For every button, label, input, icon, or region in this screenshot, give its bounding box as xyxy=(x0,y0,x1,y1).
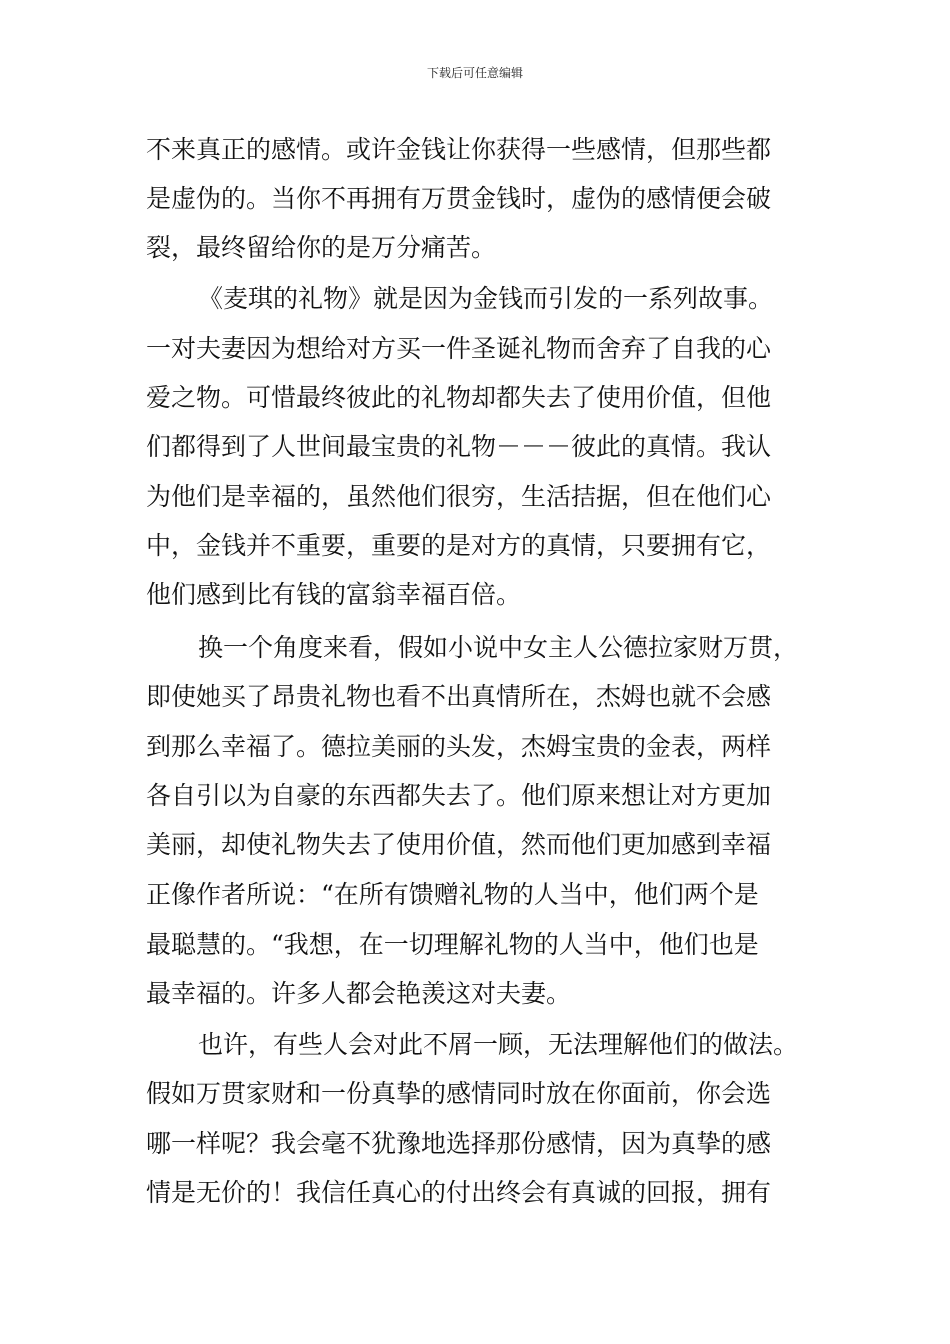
text-line: 一对夫妻因为想给对方买一件圣诞礼物而舍弃了自我的心 xyxy=(146,334,772,363)
text-line: 最幸福的。许多人都会艳羡这对夫妻。 xyxy=(146,979,572,1008)
text-line: 即使她买了昂贵礼物也看不出真情所在，杰姆也就不会感 xyxy=(146,682,772,711)
text-line: 不来真正的感情。或许金钱让你获得一些感情，但那些都 xyxy=(146,135,772,164)
page-header: 下载后可任意编辑 xyxy=(426,66,523,80)
text-line: 为他们是幸福的，虽然他们很穷，生活拮据，但在他们心 xyxy=(146,482,772,511)
text-line: 情是无价的！我信任真心的付出终会有真诚的回报，拥有 xyxy=(146,1178,772,1207)
text-line: 到那么幸福了。德拉美丽的头发，杰姆宝贵的金表，两样 xyxy=(146,732,772,761)
text-line: 美丽，却使礼物失去了使用价值，然而他们更加感到幸福 xyxy=(146,830,772,859)
text-line: 爱之物。可惜最终彼此的礼物却都失去了使用价值，但他 xyxy=(146,383,772,412)
paragraph-start-line: 换一个角度来看，假如小说中女主人公德拉家财万贯， xyxy=(198,633,799,662)
text-line: 们都得到了人世间最宝贵的礼物－－－彼此的真情。我认 xyxy=(146,432,772,461)
paragraph-start-line: 《麦琪的礼物》就是因为金钱而引发的一系列故事。 xyxy=(198,284,774,313)
text-line: 他们感到比有钱的富翁幸福百倍。 xyxy=(146,580,522,609)
text-line: 是虚伪的。当你不再拥有万贯金钱时，虚伪的感情便会破 xyxy=(146,184,772,213)
paragraph-start-line: 也许，有些人会对此不屑一顾，无法理解他们的做法。 xyxy=(198,1030,799,1059)
text-line: 正像作者所说：“在所有馈赠礼物的人当中，他们两个是 xyxy=(146,880,759,909)
text-line: 假如万贯家财和一份真挚的感情同时放在你面前，你会选 xyxy=(146,1079,772,1108)
text-line: 哪一样呢？我会毫不犹豫地选择那份感情，因为真挚的感 xyxy=(146,1129,772,1158)
text-line: 裂，最终留给你的是万分痛苦。 xyxy=(146,233,497,262)
text-line: 中，金钱并不重要，重要的是对方的真情，只要拥有它， xyxy=(146,531,772,560)
text-line: 各自引以为自豪的东西都失去了。他们原来想让对方更加 xyxy=(146,781,772,810)
text-line: 最聪慧的。“我想，在一切理解礼物的人当中，他们也是 xyxy=(146,930,759,959)
